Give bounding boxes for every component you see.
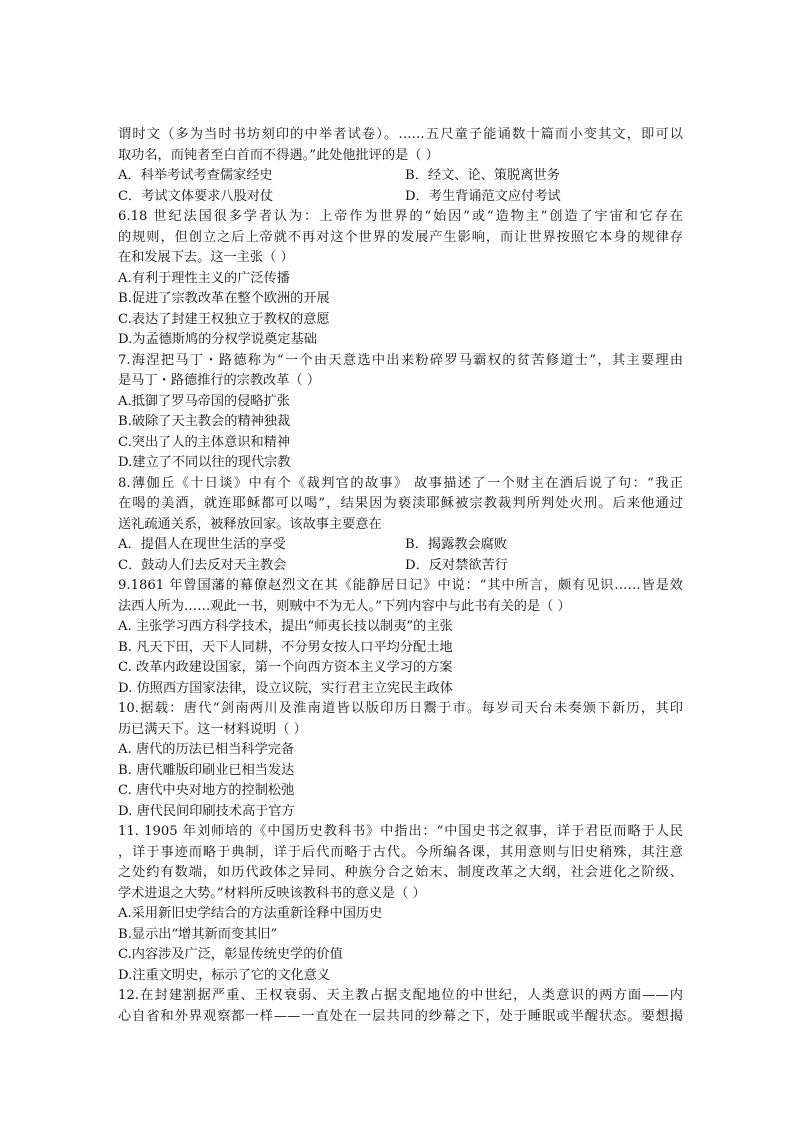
question-stem-line: 7.海涅把马丁・路德称为“一个由天意选中出来粉碎罗马霸权的贫苦修道士”，其主要理由 <box>118 352 683 368</box>
question-stem-line: 在喝的美酒，就连耶稣都可以喝”，结果因为亵渎耶稣被宗教裁判所判处火刑。后来他通过 <box>118 496 683 511</box>
option-row <box>118 187 683 208</box>
question-stem-line: 6.18 世纪法国很多学者认为：上帝作为世界的“始因”或“造物主”创造了宇宙和它存在 <box>118 209 683 224</box>
option-d: D. 仿照西方国家法律，设立议院，实行君主立宪民主政体 <box>118 680 453 696</box>
question-stem-line: 在和发展下去。这一主张（ ） <box>118 250 294 265</box>
question-stem-line: 是马丁・路德推行的宗教改革（ ） <box>118 373 321 388</box>
question-stem-line: 9.1861 年曾国藩的幕僚赵烈文在其《能静居日记》中说：“其中所言，颇有见识……皆是效 <box>118 578 683 593</box>
question-stem-line: 10.据载：唐代“剑南两川及淮南道皆以版印历日鬻于市。每岁司天台未奏颁下新历，其印 <box>118 701 683 716</box>
question-stem-line: ，详于事迹而略于典制，详于后代而略于古代。今所编各课，其用意则与旧史稍殊，其注意 <box>118 844 683 860</box>
question-9 <box>118 576 683 699</box>
question-stem-line: 的规则，但创立之后上帝就不再对这个世界的发展产生影响，而让世界按照它本身的规律存 <box>118 229 683 245</box>
question-stem-line: 取功名，而钝者至白首而不得遇。”此处他批评的是（ ） <box>118 147 439 163</box>
question-5-continued <box>118 125 683 207</box>
option-c: C.突出了人的主体意识和精神 <box>118 434 291 450</box>
option-d: D.建立了不同以往的现代宗教 <box>118 455 291 470</box>
option-a: A. 唐代的历法已相当科学完备 <box>118 742 295 757</box>
option-d: D.为孟德斯鸠的分权学说奠定基础 <box>118 332 317 347</box>
question-12 <box>118 986 683 1027</box>
question-stem-line: 之处约有数端，如历代政体之异同、种族分合之始末、制度改革之大纲，社会进化之阶级、 <box>118 865 683 880</box>
question-stem-line: 历已满天下。这一材料说明（ ） <box>118 721 307 737</box>
option-d: D.注重文明史，标示了它的文化意义 <box>118 967 331 983</box>
option-c: C.表达了封建王权独立于教权的意愿 <box>118 311 330 327</box>
option-a: A．提倡人在现世生活的享受 <box>118 537 286 552</box>
option-b: B.破除了天主教会的精神独裁 <box>118 414 291 429</box>
question-stem-line: 12.在封建割据严重、王权衰弱、天主教占据支配地位的中世纪，人类意识的两方面——内 <box>118 988 683 1003</box>
question-8 <box>118 474 683 577</box>
option-b: B．揭露教会腐败 <box>405 537 508 552</box>
option-b: B.促进了宗教改革在整个欧洲的开展 <box>118 291 330 306</box>
question-7 <box>118 351 683 474</box>
option-c: C. 唐代中央对地方的控制松弛 <box>118 783 295 798</box>
option-a: A.抵御了罗马帝国的侵略扩张 <box>118 393 290 409</box>
option-b: B. 唐代雕版印刷业已相当发达 <box>118 762 295 778</box>
option-d: D．考生背诵范文应付考试 <box>405 188 561 204</box>
question-6 <box>118 207 683 351</box>
option-c: C．考试文体要求八股对仗 <box>118 188 274 204</box>
question-stem-line: 送礼疏通关系，被释放回家。该故事主要意在 <box>118 516 382 532</box>
question-11 <box>118 822 683 986</box>
question-10 <box>118 699 683 822</box>
question-stem-line: 8.薄伽丘《十日谈》中有个《裁判官的故事》 故事描述了一个财主在酒后说了句：“我正 <box>118 475 683 491</box>
option-row <box>118 556 683 577</box>
question-stem-line: 心自省和外界观察都一样——一直处在一层共同的纱幕之下，处于睡眠或半醒状态。要想揭 <box>118 1008 683 1024</box>
option-a: A. 主张学习西方科学技术，提出“师夷长技以制夷”的主张 <box>118 619 453 634</box>
option-row <box>118 535 683 556</box>
option-c: C．鼓动人们去反对天主教会 <box>118 557 287 573</box>
question-stem-line: 谓时文（多为当时书坊刻印的中举者试卷）。……五尺童子能诵数十篇而小变其文，即可以 <box>118 127 683 142</box>
question-stem-line: 11. 1905 年刘师培的《中国历史教科书》中指出：“中国史书之叙事，详于君臣而略于人民 <box>118 824 683 839</box>
option-a: A.有利于理性主义的广泛传播 <box>118 270 290 286</box>
option-c: C.内容涉及广泛，彰显传统史学的价值 <box>118 947 343 962</box>
option-a: A．科举考试考查儒家经史 <box>118 168 273 183</box>
option-b: B. 凡天下田，天下人同耕，不分男女按人口平均分配土地 <box>118 639 453 655</box>
option-d: D. 唐代民间印刷技术高于官方 <box>118 803 295 819</box>
question-stem-line: 学术进退之大势。”材料所反映该教科书的意义是（ ） <box>118 885 426 901</box>
option-c: C. 改革内政建设国家，第一个向西方资本主义学习的方案 <box>118 660 453 675</box>
option-row <box>118 166 683 187</box>
question-text-column <box>118 125 683 1027</box>
option-a: A.采用新旧史学结合的方法重新诠释中国历史 <box>118 906 383 921</box>
question-stem-line: 法西人所为……观此一书，则贼中不为无人。”下列内容中与此书有关的是（ ） <box>118 598 571 614</box>
option-d: D．反对禁欲苦行 <box>405 557 508 573</box>
option-b: B．经文、论、策脱离世务 <box>405 168 560 183</box>
option-b: B.显示出“增其新而变其旧” <box>118 926 278 942</box>
